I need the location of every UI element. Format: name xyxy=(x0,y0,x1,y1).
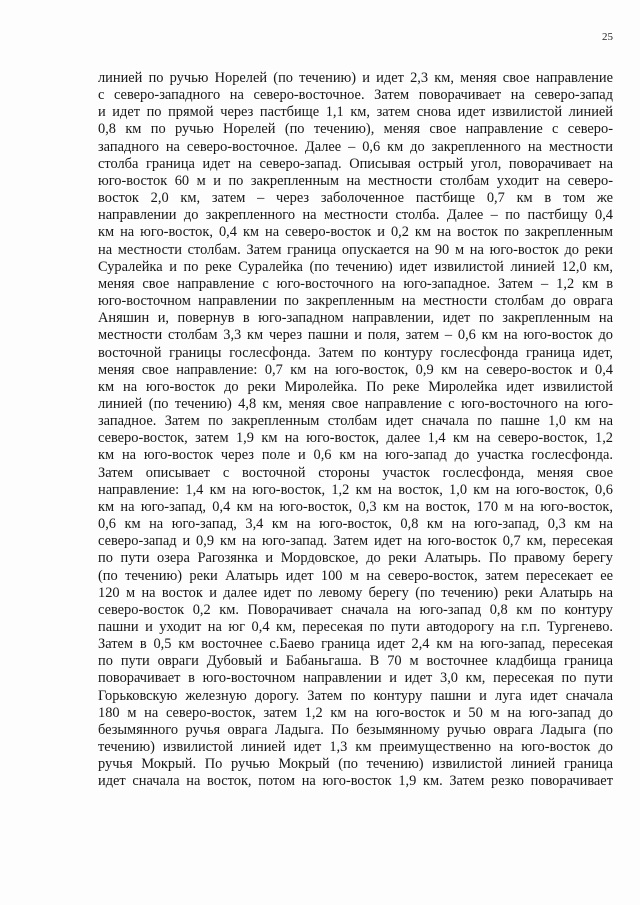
text-line: восточной границы гослесфонда. Затем по контуру гослесфонда граница идет, xyxy=(98,344,613,361)
text-line: по пути овраги Дубовый и Бабаньгаша. В 70 м восточнее кладбища граница xyxy=(98,653,613,670)
text-line: км на юго-восток, 0,4 км на северо-восток и 0,2 км на восток по закрепленным xyxy=(98,224,613,241)
text-line: местности столбам 3,3 км через пашни и поля, затем – 0,6 км на юго-восток до xyxy=(98,327,613,344)
text-line: западное. Затем по закрепленным столбам идет сначала по пашне 1,0 км на xyxy=(98,413,613,430)
text-line: Затем описывает с восточной стороны участок гослесфонда, меняя свое xyxy=(98,464,613,481)
text-line: и идет по прямой через пастбище 1,1 км, затем снова идет извилистой линией xyxy=(98,104,613,121)
text-line: (по течению) реки Алатырь идет 100 м на северо-восток, затем пересекает ее xyxy=(98,567,613,584)
text-line: по пути озера Рагозянка и Мордовское, до реки Алатырь. По правому берегу xyxy=(98,550,613,567)
text-line: идет сначала на восток, потом на юго-восток 1,9 км. Затем резко поворачивает xyxy=(98,773,613,790)
text-line: меняя свое направление: 0,7 км на юго-восток, 0,9 км на северо-восток и 0,4 xyxy=(98,361,613,378)
text-line: пашни и уходит на юг 0,4 км, пересекая по пути автодорогу на г.п. Тургенево. xyxy=(98,619,613,635)
body-text xyxy=(98,70,613,791)
text-line: поворачивает в юго-восточном направлении и идет 3,0 км, пересекая по пути xyxy=(98,670,613,687)
text-line: 120 м на восток и далее идет по левому берегу (по течению) реки Алатырь на xyxy=(98,584,613,601)
text-line: северо-восток, затем 1,9 км на юго-восток, далее 1,4 км на северо-восток, 1,2 xyxy=(98,430,613,447)
text-line: западного на северо-восточное. Далее – 0,6 км до закрепленного на местности xyxy=(98,138,613,155)
text-line: 0,8 км по ручью Норелей (по течению), меняя свое направление с северо- xyxy=(98,121,613,138)
text-line: течению) извилистой линией идет 1,3 км преимущественно на юго-восток до xyxy=(98,739,613,756)
text-line: столба граница идет на северо-запад. Описывая острый угол, поворачивает на xyxy=(98,155,613,172)
text-line: км на юго-восток до реки Миролейка. По реке Миролейка идет извилистой xyxy=(98,378,613,395)
text-line: линией (по течению) 4,8 км, меняя свое направление с юго-восточного на юго- xyxy=(98,395,613,412)
text-line: восток 2,0 км, затем – через заболоченное пастбище 0,7 км в том же xyxy=(98,190,613,207)
text-line: направление: 1,4 км на юго-восток, 1,2 км на восток, 1,0 км на юго-восток, 0,6 xyxy=(98,481,613,498)
text-line: Затем в 0,5 км восточнее с.Баево граница идет 2,4 км на юго-запад, пересекая xyxy=(98,636,613,653)
text-line: безымянного ручья оврага Ладыга. По безымянному ручью оврага Ладыга (по xyxy=(98,721,613,738)
text-line: направлении до закрепленного на местности столба. Далее – по пастбищу 0,4 xyxy=(98,207,613,224)
text-line: ручья Мокрый. По ручью Мокрый (по течению) извилистой линией граница xyxy=(98,756,613,773)
page-number: 25 xyxy=(602,31,613,43)
text-line: Суралейка и по реке Суралейка (по течению) идет извилистой линией 12,0 км, xyxy=(98,258,613,275)
text-line: на местности столбам. Затем граница опускается на 90 м на юго-восток до реки xyxy=(98,241,613,258)
text-line: линией по ручью Норелей (по течению) и идет 2,3 км, меняя свое направление xyxy=(98,70,613,86)
text-line: Горьковскую железную дорогу. Затем по контуру пашни и луга идет сначала xyxy=(98,687,613,704)
text-line: км на юго-восток через поле и 0,6 км на юго-запад до участка гослесфонда. xyxy=(98,447,613,464)
text-line: северо-восток 0,2 км. Поворачивает сначала на юго-запад 0,8 км по контуру xyxy=(98,601,613,618)
text-line: юго-восточном направлении по закрепленным на местности столбам до оврага xyxy=(98,293,613,310)
text-line: меняя свое направление с юго-восточного на юго-западное. Затем – 1,2 км в xyxy=(98,275,613,292)
text-line: Аняшин и, повернув в юго-западном направлении, идет по закрепленным на xyxy=(98,310,613,327)
text-line: юго-восток 60 м и по закрепленным на местности столбам уходит на северо- xyxy=(98,172,613,189)
text-line: с северо-западного на северо-восточное. Затем поворачивает на северо-запад xyxy=(98,87,613,104)
text-line: 180 м на северо-восток, затем 1,2 км на юго-восток и 50 м на юго-запад до xyxy=(98,704,613,721)
text-line: км на юго-запад, 0,4 км на юго-восток, 0,3 км на восток, 170 м на юго-восток, xyxy=(98,498,613,515)
text-line: северо-запад и 0,9 км на юго-запад. Затем идет на юго-восток 0,7 км, пересекая xyxy=(98,533,613,550)
text-line: 0,6 км на юго-запад, 3,4 км на юго-восток, 0,8 км на юго-запад, 0,3 км на xyxy=(98,516,613,533)
